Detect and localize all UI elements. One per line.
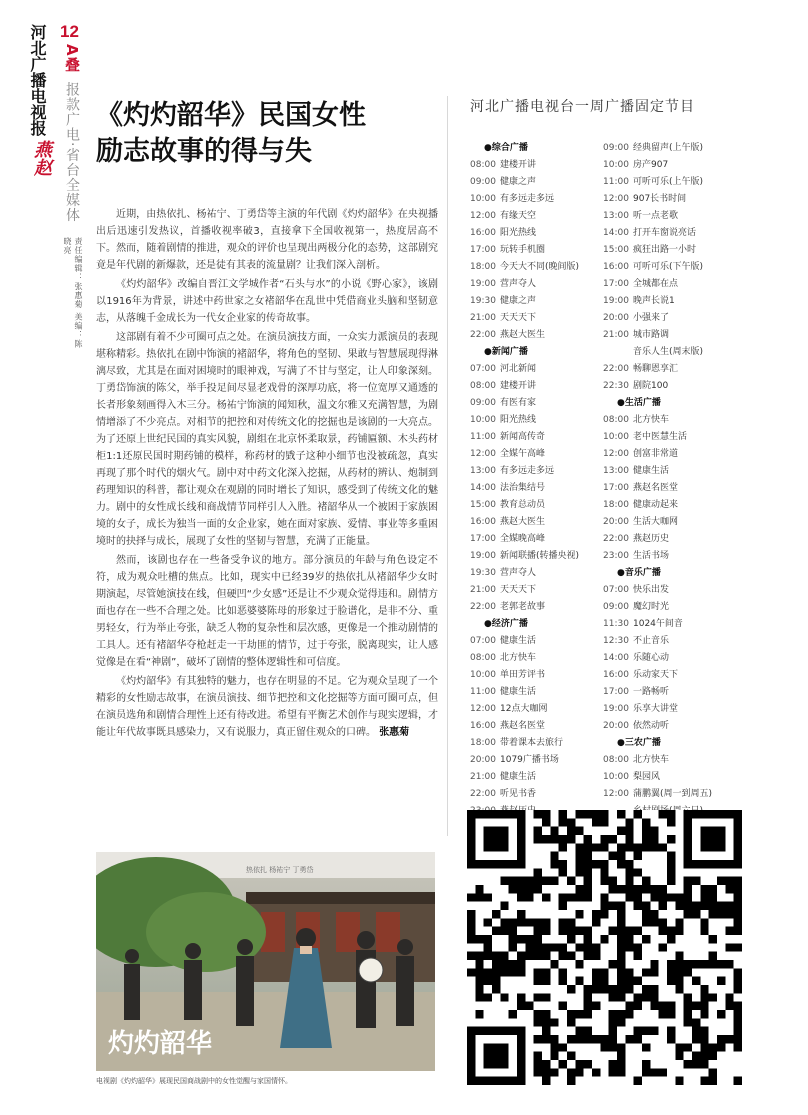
schedule-program: 听一点老歌 — [633, 211, 679, 221]
edition-label: A叠 — [63, 44, 81, 73]
schedule-program: 1024午间音 — [633, 619, 683, 629]
schedule-program: 晚声长说1 — [633, 296, 675, 306]
schedule-program: 健康生活 — [500, 636, 537, 646]
article-paragraph-text: 《灼灼韶华》有其独特的魅力，也存在明显的不足。它为观众呈现了一个精彩的女性励志故事，在演员演技、细节把控和文化挖掘等方面可圈可点，但在演员选角和剧情合理性上还有待改进。希望有平衡艺术创作与现实逻辑，才能让年代故事既具感染力，又有说服力，真正留住观众的口碑。 — [96, 676, 438, 738]
schedule-time: 16:00 — [470, 721, 496, 731]
schedule-program: 健康生活 — [633, 466, 670, 476]
schedule-program: 生活大咖网 — [633, 517, 679, 527]
schedule-row — [603, 497, 743, 514]
article-paragraph: 这部剧有着不少可圈可点之处。在演员演技方面，一众实力派演员的表现堪称精彩。热依扎在剧中饰演的褚韶华，将角色的坚韧、果敢与智慧展现得淋漓尽致，尤其是在面对困境时的眼神戏，写满了不甘与坚定，让人印象深刻。丁勇岱饰演的陈父，举手投足间尽显老戏骨的深厚功底，将一位宽厚又通透的长者形象刻画得入木三分。杨祐宁饰演的闻知秋，温文尔雅又充满智慧，为剧情增添了不少亮点。对相节的把控和对传统文化的挖掘也是该剧的一大亮点。为了还原上世纪民国的真实风貌，剧组在北京怀柔取景，药铺匾额、木头药材柜1:1还原民国时期药铺的模样，称药材的戥子这种小细节也没被疏忽，真实再现了那个时代的烟火气。剧中对中药文化深入挖掘，从药材的辨认、炮制到药理知识的科普，都让观众在观剧的同时增长了知识，感受到了传统文化的魅力。剧中的女性成长线和商战情节同样引人入胜。褚韶华从一个被困于家族困境的女子，成长为独当一面的女企业家，她在面对家族、爱情、事业等多重困境时的抉择与成长，展现了女性的坚韧与智慧，充满了正能量。 — [96, 332, 438, 547]
schedule-row — [470, 259, 610, 276]
schedule-time: 16:00 — [603, 670, 629, 680]
schedule-time: 17:00 — [470, 534, 496, 544]
schedule-time: 09:00 — [603, 602, 629, 612]
schedule-row — [603, 293, 743, 310]
schedule-row — [470, 463, 610, 480]
schedule-row — [603, 140, 743, 157]
schedule-row — [603, 582, 743, 599]
schedule-time: 12:00 — [470, 449, 496, 459]
schedule-time: 22:00 — [603, 534, 629, 544]
schedule-time: 14:00 — [603, 653, 629, 663]
schedule-time: 10:00 — [470, 670, 496, 680]
schedule-program: 有缘天空 — [500, 211, 537, 221]
schedule-row — [470, 225, 610, 242]
schedule-program: 听见书香 — [500, 789, 537, 799]
schedule-time: 09:00 — [470, 398, 496, 408]
schedule-time: 22:00 — [603, 364, 629, 374]
schedule-row — [470, 633, 610, 650]
schedule-row — [470, 412, 610, 429]
schedule-program: 今天大不同(晚间版) — [500, 262, 580, 272]
schedule-time: 10:00 — [603, 772, 629, 782]
schedule-program: 乐随心动 — [633, 653, 670, 663]
schedule-section-header: ●经济广播 — [484, 619, 528, 629]
schedule-row — [470, 327, 610, 344]
schedule-row — [603, 616, 743, 633]
schedule-time: 15:00 — [470, 500, 496, 510]
headline-line-1: 《灼灼韶华》民国女性 — [96, 100, 366, 131]
schedule-row — [470, 361, 610, 378]
schedule-row — [603, 327, 743, 344]
schedule-program: 健康之声 — [500, 177, 537, 187]
schedule-time: 21:00 — [470, 585, 496, 595]
schedule-row — [470, 310, 610, 327]
schedule-program: 北方快车 — [633, 755, 670, 765]
schedule-program: 全媒晚高峰 — [500, 534, 546, 544]
schedule-time: 13:00 — [603, 211, 629, 221]
schedule-row — [470, 497, 610, 514]
schedule-program: 营声夺人 — [500, 568, 537, 578]
schedule-time: 16:00 — [603, 262, 629, 272]
schedule-row — [470, 378, 610, 395]
schedule-row — [470, 480, 610, 497]
schedule-program: 一路畅听 — [633, 687, 670, 697]
schedule-time: 10:00 — [470, 194, 496, 204]
article-body — [96, 206, 438, 743]
editors-credit: 责任编辑：张惠菊 美编：陈晓亮 — [63, 237, 83, 349]
schedule-row — [603, 361, 743, 378]
schedule-row — [603, 174, 743, 191]
schedule-time: 08:00 — [470, 381, 496, 391]
schedule-program: 畅聊恩享汇 — [633, 364, 679, 374]
article-paragraph: 《灼灼韶华》改编自晋江文学城作者“石头与水”的小说《野心家》，该剧以1916年为背景，讲述中药世家之女褚韶华在乱世中凭借商业头脑和坚韧意志，从落魄千金成长为一代女企业家的传奇故事。 — [96, 279, 438, 324]
schedule-section-header: ●生活广播 — [617, 398, 661, 408]
schedule-section-header: ●音乐广播 — [617, 568, 661, 578]
schedule-time: 09:00 — [603, 143, 629, 153]
schedule-program: 可听可乐(上午版) — [633, 177, 704, 187]
schedule-row — [470, 650, 610, 667]
schedule-column-1 — [470, 140, 610, 871]
schedule-time: 20:00 — [603, 721, 629, 731]
schedule-program: 依然动听 — [633, 721, 670, 731]
paper-seal: 燕赵 — [31, 140, 52, 176]
schedule-program: 音乐人生(周末版) — [633, 347, 704, 357]
schedule-program: 打开车窗说亮话 — [633, 228, 697, 238]
schedule-time: 12:30 — [603, 636, 629, 646]
schedule-row — [470, 565, 610, 582]
schedule-program: 907长书时间 — [633, 194, 687, 204]
headline-line-2: 励志故事的得与失 — [96, 136, 312, 167]
schedule-row — [603, 650, 743, 667]
schedule-time: 19:00 — [603, 296, 629, 306]
schedule-program: 新闻联播(转播央视) — [500, 551, 580, 561]
schedule-time: 17:00 — [470, 245, 496, 255]
schedule-row — [470, 208, 610, 225]
schedule-row — [603, 480, 743, 497]
schedule-row — [603, 769, 743, 786]
schedule-program: 城市路调 — [633, 330, 670, 340]
schedule-row — [603, 446, 743, 463]
poster-illustration — [96, 852, 435, 1071]
schedule-program: 玩转手机圈 — [500, 245, 546, 255]
schedule-program: 燕赵大医生 — [500, 330, 546, 340]
schedule-program: 燕赵名医堂 — [633, 483, 679, 493]
schedule-program: 全城都在点 — [633, 279, 679, 289]
schedule-time: 12:00 — [470, 704, 496, 714]
schedule-column-2 — [603, 140, 743, 871]
schedule-row — [470, 582, 610, 599]
schedule-row — [603, 276, 743, 293]
schedule-program: 生活书场 — [633, 551, 670, 561]
schedule-row — [603, 208, 743, 225]
schedule-title: 河北广播电视台一周广播固定节目 — [470, 99, 695, 115]
schedule-time: 08:00 — [470, 653, 496, 663]
schedule-program: 经典留声(上午版) — [633, 143, 704, 153]
schedule-program: 建楼开讲 — [500, 381, 537, 391]
schedule-row — [603, 157, 743, 174]
schedule-time: 21:00 — [603, 330, 629, 340]
schedule-time: 14:00 — [603, 228, 629, 238]
schedule-row — [603, 752, 743, 769]
schedule-row — [470, 514, 610, 531]
schedule-program: 营声夺人 — [500, 279, 537, 289]
page-number: 12 — [60, 22, 79, 41]
paper-name: 河北广播电视报 — [28, 24, 47, 136]
schedule-time: 08:00 — [603, 755, 629, 765]
schedule-row — [603, 259, 743, 276]
schedule-program: 全媒午高峰 — [500, 449, 546, 459]
masthead — [22, 22, 82, 352]
schedule-time: 19:30 — [470, 568, 496, 578]
schedule-time: 19:00 — [470, 551, 496, 561]
schedule-time: 18:00 — [470, 262, 496, 272]
schedule-time: 08:00 — [603, 415, 629, 425]
schedule-row — [470, 752, 610, 769]
schedule-program: 老郭老故事 — [500, 602, 546, 612]
schedule-row — [470, 548, 610, 565]
schedule-row — [470, 293, 610, 310]
schedule-program: 健康生活 — [500, 687, 537, 697]
schedule-time: 17:00 — [603, 483, 629, 493]
schedule-program: 燕赵历史 — [633, 534, 670, 544]
schedule-row — [470, 242, 610, 259]
schedule-row — [470, 684, 610, 701]
schedule-program: 法治集结号 — [500, 483, 546, 493]
schedule-time: 10:00 — [603, 160, 629, 170]
schedule-program: 有医有家 — [500, 398, 537, 408]
schedule-program: 带着课本去旅行 — [500, 738, 564, 748]
schedule-row — [603, 667, 743, 684]
schedule-row — [603, 599, 743, 616]
schedule-row — [603, 786, 743, 803]
schedule-row — [470, 701, 610, 718]
schedule-row — [470, 276, 610, 293]
poster-title: 灼灼韶华 — [108, 1029, 213, 1059]
schedule-time: 19:00 — [603, 704, 629, 714]
schedule-time: 14:00 — [470, 483, 496, 493]
schedule-time: 12:00 — [603, 449, 629, 459]
schedule-row — [603, 701, 743, 718]
schedule-row — [603, 718, 743, 735]
schedule-time: 18:00 — [603, 500, 629, 510]
schedule-program: 建楼开讲 — [500, 160, 537, 170]
schedule-program: 北方快车 — [633, 415, 670, 425]
schedule-row — [470, 599, 610, 616]
schedule-time: 16:00 — [470, 517, 496, 527]
qr-code — [467, 810, 742, 1085]
photo-caption: 电视剧《灼灼韶华》展现民国商战剧中的女性觉醒与家国情怀。 — [96, 1077, 292, 1085]
schedule-program: 有多远走多远 — [500, 466, 555, 476]
schedule-row — [603, 429, 743, 446]
schedule-row — [603, 310, 743, 327]
schedule-time: 11:00 — [470, 687, 496, 697]
schedule-time: 10:00 — [470, 415, 496, 425]
schedule-time: 08:00 — [470, 160, 496, 170]
schedule-program: 燕赵名医堂 — [500, 721, 546, 731]
schedule-program: 新闻高传奇 — [500, 432, 546, 442]
schedule-time: 13:00 — [603, 466, 629, 476]
schedule-row — [470, 718, 610, 735]
schedule-program: 河北新闻 — [500, 364, 537, 374]
schedule-section-header: ●三农广播 — [617, 738, 661, 748]
schedule-program: 不止音乐 — [633, 636, 670, 646]
schedule-time: 07:00 — [470, 636, 496, 646]
schedule-program: 疯狂出路一小时 — [633, 245, 697, 255]
schedule-time: 21:00 — [470, 772, 496, 782]
qr-code-pattern — [467, 810, 742, 1085]
schedule-time: 19:00 — [470, 279, 496, 289]
schedule-row — [603, 633, 743, 650]
schedule-time: 17:00 — [603, 687, 629, 697]
schedule-time: 22:00 — [470, 789, 496, 799]
schedule-row — [603, 463, 743, 480]
schedule-time: 11:00 — [603, 177, 629, 187]
schedule-time: 16:00 — [470, 228, 496, 238]
schedule-row — [470, 531, 610, 548]
schedule-program: 燕赵大医生 — [500, 517, 546, 527]
schedule-row — [603, 531, 743, 548]
schedule-row — [603, 242, 743, 259]
schedule-program: 剧院100 — [633, 381, 669, 391]
schedule-row — [603, 344, 743, 361]
schedule-program: 阳光热线 — [500, 415, 537, 425]
schedule-time: 10:00 — [603, 432, 629, 442]
schedule-row — [603, 514, 743, 531]
headline — [96, 98, 436, 170]
schedule-program: 创富非常道 — [633, 449, 679, 459]
schedule-time: 20:00 — [603, 517, 629, 527]
schedule-program: 12点大咖网 — [500, 704, 548, 714]
schedule-program: 老中医慧生活 — [633, 432, 688, 442]
schedule-row — [603, 191, 743, 208]
schedule-time: 11:00 — [470, 432, 496, 442]
schedule-program: 乐享大讲堂 — [633, 704, 679, 714]
drama-poster-photo — [96, 852, 435, 1071]
schedule-program: 单田芳评书 — [500, 670, 546, 680]
schedule-row — [470, 157, 610, 174]
article-paragraph: 然而，该剧也存在一些备受争议的地方。部分演员的年龄与角色设定不符，成为观众吐槽的焦点。比如，现实中已经39岁的热依扎从褚韶华少女时期演起，尽管她演技在线，但硬凹“少女感”还是让不少观众觉得违和。剧情方面也存在一些不合理之处。比如恶婆婆陈母的形象过于脸谱化，是非不分、重男轻女，行为举止夸张，缺乏人物的复杂性和层次感，更像是一个推动剧情的工具人。还有褚韶华夺枪赶走一干劫匪的情节，过于夸张，脱离现实，让人感觉像是在看“神剧”，破坏了剧情的整体逻辑性和可信度。 — [96, 555, 438, 668]
schedule-section-header: ●综合广播 — [484, 143, 528, 153]
schedule-time: 12:00 — [603, 194, 629, 204]
schedule-program: 健康之声 — [500, 296, 537, 306]
schedule-program: 小强来了 — [633, 313, 670, 323]
schedule-program: 梨园风 — [633, 772, 661, 782]
article-author: 张惠菊 — [379, 727, 410, 738]
schedule-row — [470, 191, 610, 208]
schedule-row — [603, 684, 743, 701]
schedule-row — [470, 786, 610, 803]
schedule-program: 魔幻时光 — [633, 602, 670, 612]
schedule-time: 11:30 — [603, 619, 629, 629]
schedule-program: 阳光热线 — [500, 228, 537, 238]
schedule-time: 22:30 — [603, 381, 629, 391]
schedule-time: 12:00 — [470, 211, 496, 221]
schedule-program: 可听可乐(下午版) — [633, 262, 704, 272]
poster-tagline: 热依扎 杨祐宁 丁勇岱 — [246, 866, 314, 874]
edition-subtitle: 报款广电·省台全媒体 — [64, 82, 80, 223]
schedule-time: 21:00 — [470, 313, 496, 323]
schedule-section-header: ●新闻广播 — [484, 347, 528, 357]
schedule-row — [470, 429, 610, 446]
schedule-program: 天天天下 — [500, 585, 537, 595]
schedule-row — [603, 548, 743, 565]
article-paragraph-last — [96, 673, 438, 741]
schedule-time: 19:30 — [470, 296, 496, 306]
schedule-time: 20:00 — [603, 313, 629, 323]
schedule-time: 22:00 — [470, 602, 496, 612]
schedule-time: 23:00 — [603, 551, 629, 561]
schedule-program: 教育总动员 — [500, 500, 546, 510]
schedule-program: 有多远走多远 — [500, 194, 555, 204]
schedule-program: 乐动家天下 — [633, 670, 679, 680]
article-paragraph: 近期，由热依扎、杨祐宁、丁勇岱等主演的年代剧《灼灼韶华》在央视播出后迅速引发热议，首播收视率破3，直接拿下全国收视第一，热度居高不下。然而，随着剧情的推进，观众的评价也呈现出两极分化的态势，这部剧究竟是年代剧的新爆款，还是徒有其表的流量剧？让我们深入剖析。 — [96, 209, 438, 271]
schedule-time: 20:00 — [470, 755, 496, 765]
schedule-time: 12:00 — [603, 789, 629, 799]
schedule-row — [603, 412, 743, 429]
schedule-time: 07:00 — [603, 585, 629, 595]
schedule-row — [470, 735, 610, 752]
schedule-program: 1079广播书场 — [500, 755, 559, 765]
schedule-row — [470, 174, 610, 191]
schedule-row — [470, 446, 610, 463]
schedule-row — [470, 395, 610, 412]
schedule-program: 蒲鹏翼(周一到周五) — [633, 789, 713, 799]
schedule-program: 天天天下 — [500, 313, 537, 323]
schedule-program: 北方快车 — [500, 653, 537, 663]
schedule-row — [603, 378, 743, 395]
schedule-row — [470, 667, 610, 684]
schedule-time: 22:00 — [470, 330, 496, 340]
schedule-program: 快乐出发 — [633, 585, 670, 595]
schedule-program: 健康生活 — [500, 772, 537, 782]
column-divider — [447, 96, 448, 836]
schedule-row — [603, 225, 743, 242]
schedule-row — [470, 769, 610, 786]
schedule-time: 09:00 — [470, 177, 496, 187]
schedule-program: 房产907 — [633, 160, 669, 170]
schedule-program: 健康动起来 — [633, 500, 679, 510]
schedule-time: 18:00 — [470, 738, 496, 748]
schedule-time: 13:00 — [470, 466, 496, 476]
schedule-time: 07:00 — [470, 364, 496, 374]
schedule-time: 15:00 — [603, 245, 629, 255]
schedule-time: 17:00 — [603, 279, 629, 289]
